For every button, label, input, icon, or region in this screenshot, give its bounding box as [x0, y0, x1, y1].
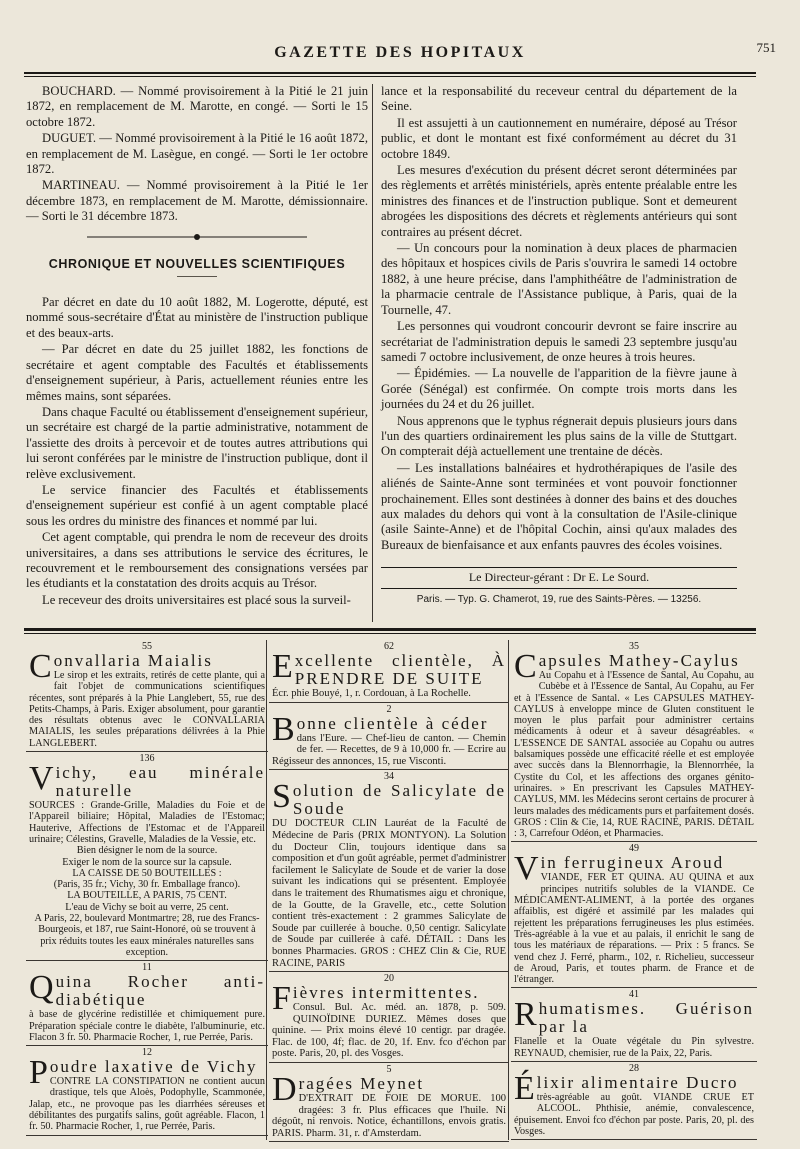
ad-number: 49: [629, 843, 639, 855]
ad-extra-line: A Paris, 22, boulevard Montmartre; 28, rue des Francs-Bourgeois, et 187, rue Saint-Honoré, où se trouvent à prix réduits toutes les eaux minérales naturelles sans exception.: [34, 913, 260, 958]
ad-drop-capital: É: [514, 1070, 535, 1108]
ad-number: 11: [142, 962, 152, 974]
advertisement: [269, 703, 509, 771]
news-paragraph: Cet agent comptable, qui prendra le nom de receveur des droits universitaires, a dans ses attributions le service des écritures, le recouvrement et le remboursement des consignations versées par les étudiants et la constatation des droits acquis au Trésor.: [26, 530, 368, 591]
ad-number: 55: [142, 641, 152, 652]
news-paragraph: — Par décret en date du 25 juillet 1882, les fonctions de secrétaire et agent comptable des Facultés et établissements d'enseignement supérieur, à Paris, actuellement réunies entre les mêmes mains, sont séparées.: [26, 342, 368, 403]
ad-extra-line: L'eau de Vichy se boit au verre, 25 cent.: [65, 901, 229, 913]
ad-drop-capital: B: [272, 710, 295, 748]
advertisement: [269, 1063, 509, 1142]
ad-heading: xcellente clientèle, À PRENDRE DE SUITE: [294, 651, 506, 688]
section-title: CHRONIQUE ET NOUVELLES SCIENTIFIQUES: [48, 256, 346, 271]
appointment-bouchard: BOUCHARD. — Nommé provisoirement à la Pitié le 21 juin 1872, en remplacement de M. Marotte, en congé. — Sorti le 15 octobre 1872.: [26, 84, 368, 129]
ad-body: VIANDE, FER ET QUINA. AU QUINA et aux principes nutritifs solubles de la VIANDE. Ce MÉDICAMENT-ALIMENT, à la portée des organes affaiblis, est digéré et assimilé par les malades qui rejettent les préparations ferrugineuses les plus estimées. Très-agréable à la vue et au palais, il enrichit le sang de tous les matériaux de réparations. — Prix : 5 francs. Se vend chez J. Ferré, pharm., 102, r. Richelieu, successeur de Aroud, Paris, et toutes pharm. de France et de l'étranger.: [514, 872, 754, 986]
ad-drop-capital: F: [272, 980, 291, 1018]
ad-drop-capital: P: [29, 1054, 48, 1092]
ad-heading: ièvres intermittentes.: [292, 983, 480, 1003]
ad-heading: in ferrugineux Aroud: [540, 853, 725, 873]
news-paragraph: — Un concours pour la nomination à deux places de pharmacien des hôpitaux et hospices civils de Paris s'ouvrira le samedi 14 octobre 1882, à une heure précise, dans l'amphithéâtre de l'administration de la pharmacie centrale de l'Assistance publique, à Paris, quai de la Tournelle, 47.: [381, 241, 737, 317]
appointment-duguet: DUGUET. — Nommé provisoirement à la Pitié le 16 août 1872, en remplacement de M. Lasègue, en congé. — Sorti le 1er octobre 1872.: [26, 131, 368, 177]
header-rule-thick: [24, 72, 756, 74]
advertisement: [511, 842, 757, 988]
ad-number: 41: [629, 989, 639, 1001]
ad-extra-line: Exiger le nom de la source sur la capsule.: [62, 856, 232, 868]
ad-body: Au Copahu et à l'Essence de Santal, Au Copahu, au Cubèbe et à l'Essence de Santal, Au Copahu, au Fer et à l'Essence de Santal. « Les CAPSULES MATHEY-CAYLUS à enveloppe mince de Gluten constituent le moyen le plus parfait pour administrer certains médicaments à odeur et à saveur désagréables. « L'ESSENCE DE SANTAL associée au Copahu ou autres balsamiques possède une efficacité réelle et est employée avec succès dans la Blennorrhagie, la Blennorrhée, la Cystite du Col, et les affections des organes génito-urinaires. » En prescrivant les Capsules MATHEY-CAYLUS, MM. les Médecins seront certains de procurer à leurs malades des médicaments purs et parfaitement dosés. GROS : Clin & Cie, 14, RUE RACINE, PARIS. DÉTAIL : 3, Carrefour Odéon, et Pharmacies.: [514, 670, 754, 840]
ornament-divider: [87, 233, 307, 241]
ad-heading: uina Rocher anti-diabétique: [55, 972, 265, 1010]
ad-heading: ragées Meynet: [298, 1074, 425, 1094]
advertisement: [26, 961, 268, 1046]
ads-separator: [266, 640, 267, 1140]
ad-body: D'EXTRAIT DE FOIE DE MORUE. 100 dragées: 3 fr. Plus efficaces que l'huile. Ni dégoût, ni renvois. Notice, échantillons, envois gratis. PARIS. Pharm. 31, r. d'Amsterdam.: [272, 1093, 506, 1139]
ad-body: dans l'Eure. — Chef-lieu de canton. — Chemin de fer. — Recettes, de 9 à 10,000 fr. — Ecrire au Régisseur des annonces, 15, rue Visconti.: [272, 732, 506, 767]
ad-body: Écr. phie Bouyé, 1, r. Cordouan, à La Rochelle.: [272, 688, 471, 699]
advertisement: [511, 640, 757, 842]
ad-number: 35: [629, 641, 639, 652]
journal-title: GAZETTE DES HOPITAUX: [274, 44, 526, 61]
ads-separator: [508, 640, 509, 1140]
ad-number: 20: [384, 973, 394, 985]
ad-number: 2: [386, 703, 392, 715]
ad-number: 34: [384, 771, 394, 783]
ad-extra-line: LA CAISSE DE 50 BOUTEILLES :: [72, 867, 222, 879]
ad-body: Le sirop et les extraits, retirés de cette plante, qui a fait l'objet de communications scientifiques récentes, sont préparés à la Phie Langlebert, 55, rue des Petits-Champs, à Paris. Exiger absolument, pour garantie des résultats obtenus avec le CONVALLARIA MAIALIS, les seules préparations délivrées à la Phie LANGLEBERT.: [29, 670, 265, 749]
header-rule-thin: [24, 76, 756, 77]
ad-drop-capital: Q: [29, 969, 54, 1007]
advertisement: [269, 640, 509, 703]
right-column: [381, 84, 737, 607]
ad-heading: onvallaria Maialis: [53, 651, 213, 670]
ads-column-2: [269, 640, 509, 1142]
news-paragraph: Les personnes qui voudront concourir devront se faire inscrire au secrétariat de l'administration depuis le samedi 23 septembre jusqu'au samedi 7 octobre inclusivement, de onze heures à trois heures.: [381, 319, 737, 364]
appointment-martineau: MARTINEAU. — Nommé provisoirement à la Pitié le 1er décembre 1873, en remplacement de M. Marotte, démissionnaire. — Sorti le 31 décembre 1873.: [26, 178, 368, 224]
ad-heading: onne clientèle à céder: [296, 713, 489, 733]
ads-column-3: [511, 640, 757, 1140]
news-paragraph: Les mesures d'exécution du présent décret seront déterminées par des règlements et arrêtés ministériels, après entente préalable entre les ministres des finances et de l'instruction publique. Sont et demeurent abrogées les dispositions des décrets et règlements antérieurs qui sont contraires au présent décret.: [381, 163, 737, 239]
left-column: [26, 84, 368, 609]
director-signature: Le Directeur-gérant : Dr E. Le Sourd.: [381, 567, 737, 588]
ad-body: à base de glycérine redistillée et chimiquement pure. Préparation spéciale contre le diabète, l'albuminurie, etc. Flacon 3 fr. 50. Pharmacie Rocher, 1, rue Perrée, Paris.: [29, 1009, 265, 1043]
ad-extra-line: Bien désigner le nom de la source.: [76, 845, 218, 857]
ad-extra-line: (Paris, 35 fr.; Vichy, 30 fr. Emballage franco).: [53, 879, 241, 891]
ad-drop-capital: V: [514, 850, 539, 888]
ad-number: 136: [139, 753, 155, 765]
ads-rule-thick: [24, 628, 756, 631]
advertisement: [511, 1062, 757, 1140]
ad-body: SOURCES : Grande-Grille, Maladies du Foie et de l'Appareil biliaire; Hôpital, Maladies de l'Estomac; Hauterive, Affections de l'Estomac et de l'Appareil urinaire; Célestins, Gravelle, Maladies de la Vessie, etc.: [29, 800, 265, 845]
ad-extra-line: LA BOUTEILLE, A PARIS, 75 CENT.: [67, 890, 227, 902]
news-paragraph: Le service financier des Facultés et établissements d'enseignement supérieur est confié à un agent comptable placé sous les ordres du ministre des finances et nommé par lui.: [26, 482, 368, 528]
ad-drop-capital: R: [514, 996, 537, 1034]
advertisement: [26, 752, 268, 961]
advertisement: [269, 972, 509, 1063]
ad-drop-capital: E: [272, 648, 293, 685]
news-paragraph: lance et la responsabilité du receveur central du département de la Seine.: [381, 84, 737, 114]
news-paragraph: Dans chaque Faculté ou établissement d'enseignement supérieur, un secrétaire est chargé de la partie administrative, notamment de l'assiette des droits à percevoir et de toutes autres attributions qui lui seront conférées par le ministre de l'instruction publique, dont il relève exclusivement.: [26, 404, 368, 481]
news-paragraph: Le receveur des droits universitaires est placé sous la surveil-: [42, 592, 351, 607]
ad-number: 28: [629, 1063, 639, 1075]
page-header: [0, 40, 800, 64]
advertisement: [26, 1046, 268, 1135]
ad-body: DU DOCTEUR CLIN Lauréat de la Faculté de Médecine de Paris (PRIX MONTYON). La Solution du Docteur Clin, toujours identique dans sa composition et d'un goût agréable, permet d'administrer facilement le Salicylate de Soude et de varier la dose suivant les indications qui se présentent. Employée dans le traitement des Rhumatismes aigu et chronique, de la Goutte, de la Gravelle, etc., cette Solution contient très-exactement : 2 grammes Salicylate de Soude par cuillerée à bouche. 0,50 centigr. Salicylate de Soude par cuillerée à café. DÉTAIL : Dans les bonnes Pharmacies. GROS : CHEZ Clin & Cie, RUE RACINE, PARIS: [272, 818, 506, 969]
ad-body: CONTRE LA CONSTIPATION ne contient aucun drastique, tels que Aloès, Podophylle, Scammonée, Jalap, etc., ne provoque pas les diarrhées séreuses et débilitantes des purgatifs salins, goût agréable. Flacon, 1 fr. 50. Pharmacie Rocher, 1, rue Perrée, Paris.: [29, 1076, 265, 1133]
news-paragraph: Il est assujetti à un cautionnement en numéraire, déposé au Trésor public, et dont le montant est fixé conformément au décret du 31 octobre 1849.: [381, 115, 737, 161]
advertisement: [26, 640, 268, 752]
ad-number: 5: [386, 1064, 392, 1076]
ad-heading: ichy, eau minérale naturelle: [55, 763, 265, 801]
ad-drop-capital: C: [514, 648, 537, 685]
ad-heading: oudre laxative de Vichy: [49, 1057, 258, 1077]
news-paragraph: Nous apprenons que le typhus régnerait depuis plusieurs jours dans l'un des quartiers ordinairement les plus sains de la ville de Stuttgart. On compterait déjà actuellement une trentaine de décès.: [381, 413, 737, 459]
ad-heading: lixir alimentaire Ducro: [536, 1073, 739, 1093]
ad-drop-capital: D: [272, 1071, 297, 1109]
ad-drop-capital: V: [29, 760, 54, 798]
ad-body: très-agréable au goût. VIANDE CRUE ET ALCOOL. Phthisie, anémie, convalescence, épuisement. Envoi fco d'échon par poste. Paris, 20, pl. des Vosges.: [514, 1092, 754, 1137]
ads-column-1: [26, 640, 268, 1136]
ad-number: 12: [142, 1047, 152, 1059]
ad-drop-capital: C: [29, 648, 52, 685]
ad-body: Consul. Bul. Ac. méd. an. 1878, p. 509. QUINOÏDINE DURIEZ. Mêmes doses que quinine. — Prix moins élevé 10 centigr. par dragée. Flac. de 100, 4f; flac. de 20, 1f. Env. fco d'échon par poste. Paris, 20, pl. des Vosges.: [272, 1002, 506, 1060]
ads-rule-thin: [24, 633, 756, 634]
ad-heading: apsules Mathey-Caylus: [538, 651, 740, 670]
news-paragraph: — Les installations balnéaires et hydrothérapiques de l'asile des aliénés de Sainte-Anne sont terminées et vont pouvoir fonctionner prochainement. Elles sont destinées à donner des bains et des douches aux malades du dehors qui vont à la consultation de l'Asile-clinique (asile Sainte-Anne) et de l'hôpital Cochin, ainsi qu'aux malades des Bureaux de bienfaisance et aux enfants pauvres des écoles voisines.: [381, 460, 737, 552]
news-paragraph: — Épidémies. — La nouvelle de l'apparition de la fièvre jaune à Gorée (Sénégal) est confirmée. On compte trois morts dans les journées du 24 et du 26 juillet.: [381, 366, 737, 412]
page-number: 751: [756, 40, 776, 55]
news-paragraph: Par décret en date du 10 août 1882, M. Logerotte, député, est nommé sous-secrétaire d'État au ministère de l'instruction publique et des beaux-arts.: [26, 295, 368, 340]
ad-heading: olution de Salicylate de Soude: [292, 781, 506, 819]
ad-body: Flanelle et la Ouate végétale du Pin sylvestre. REYNAUD, chemisier, rue de la Paix, 22, Paris.: [514, 1036, 754, 1059]
ad-drop-capital: S: [272, 778, 291, 816]
section-underline: [177, 276, 217, 277]
advertisement: [511, 988, 757, 1062]
printer-imprint: Paris. — Typ. G. Chamerot, 19, rue des Saints-Pères. — 13256.: [416, 593, 702, 605]
advertisement: [269, 770, 509, 972]
column-separator: [372, 84, 373, 622]
ad-heading: humatismes. Guérison par la: [538, 999, 754, 1037]
ad-number: 62: [384, 641, 394, 652]
